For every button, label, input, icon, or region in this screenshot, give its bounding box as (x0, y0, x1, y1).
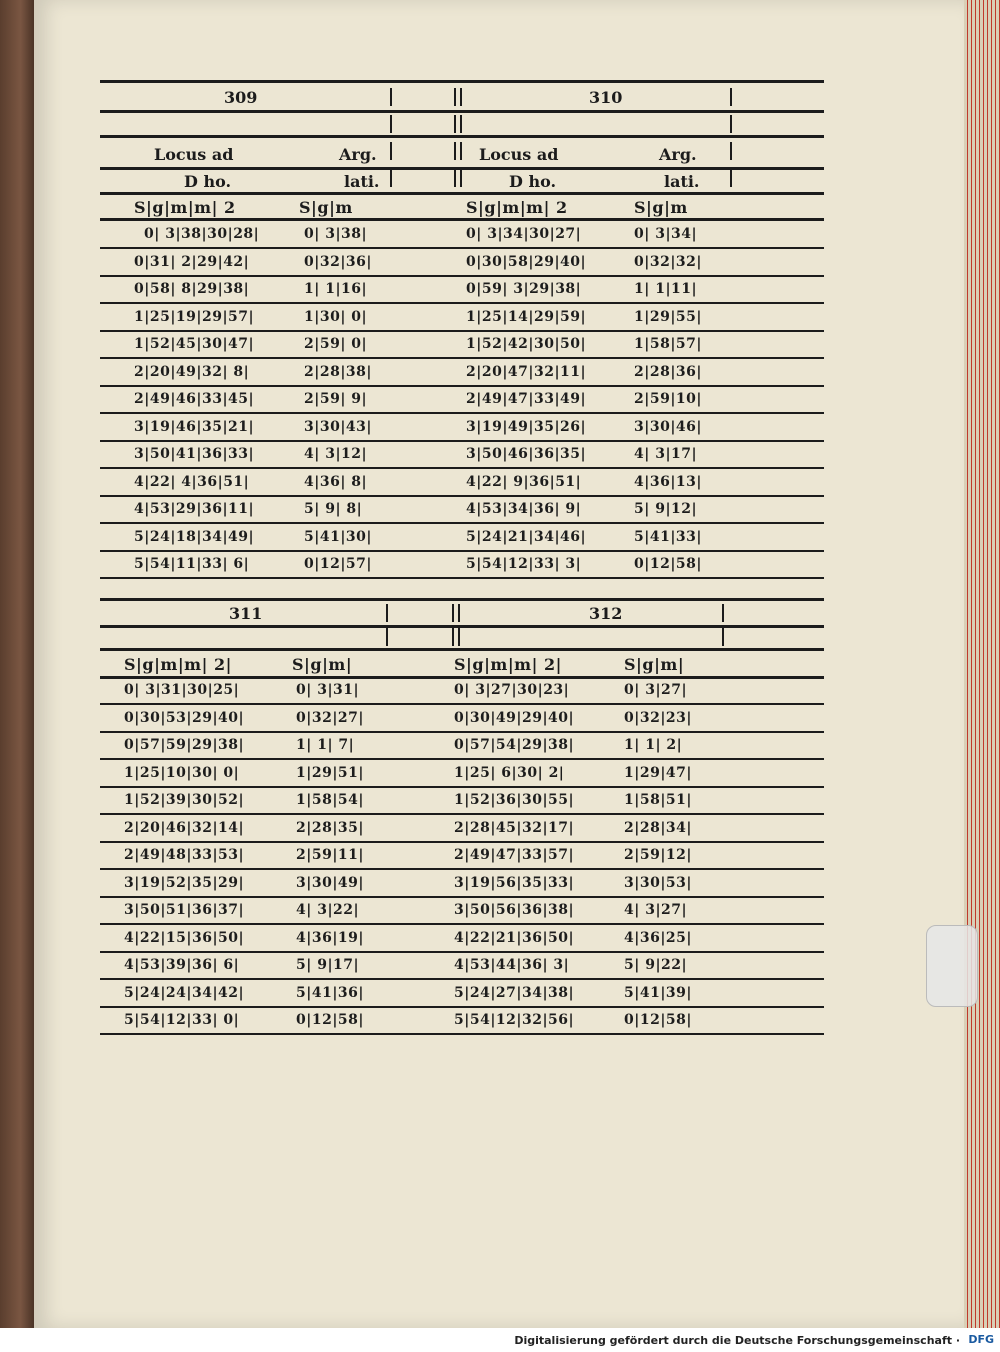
table-cell: 3|19|49|35|26| (466, 418, 587, 435)
rule (100, 703, 824, 705)
table-cell: 5|24|21|34|46| (466, 528, 587, 545)
table-cell: 2|28|34| (624, 819, 692, 836)
dfg-logo: DFG (968, 1333, 994, 1346)
table-cell: 0|32|36| (304, 253, 372, 270)
table-cell: 0| 3|38| (304, 226, 368, 242)
table-cell: 0|12|58| (634, 556, 702, 572)
table-cell: 3|19|56|35|33| (454, 874, 575, 891)
table-cell: 5| 9|17| (296, 957, 360, 973)
table-cell: 1|29|51| (296, 764, 364, 781)
table-cell: 4| 3|27| (624, 902, 688, 918)
table-cell: 1| 1|11| (634, 281, 698, 297)
column-header-right-arg: S|g|m| (624, 655, 685, 674)
rule (100, 1006, 824, 1008)
rule (100, 598, 824, 601)
table-cell: 1| 1|16| (304, 281, 368, 297)
table-cell: 0|12|57| (304, 556, 372, 572)
table-cell: 4| 3|12| (304, 446, 368, 462)
table-cell: 4|22|21|36|50| (454, 929, 575, 946)
table-cell: 0| 3|34|30|27| (466, 226, 582, 242)
table-cell: 2|28|35| (296, 819, 364, 836)
header-lati-left: lati. (344, 172, 380, 191)
table-cell: 5|41|39| (624, 984, 692, 1001)
table-cell: 1| 1| 2| (624, 737, 683, 753)
column-header-right: S|g|m|m| 2| (454, 655, 562, 674)
table-cell: 0|31| 2|29|42| (134, 253, 250, 270)
header-locus-right: Locus ad (479, 145, 559, 164)
table-cell: 3|19|52|35|29| (124, 874, 245, 891)
table-cell: 1|58|57| (634, 336, 702, 352)
table-cell: 0|58| 8|29|38| (134, 281, 250, 297)
table-cell: 0|30|53|29|40| (124, 709, 245, 726)
table-cell: 0|12|58| (624, 1012, 692, 1028)
table-cell: 2|59|10| (634, 391, 702, 407)
divider (458, 604, 460, 622)
table-cell: 2|20|49|32| 8| (134, 363, 250, 380)
table-cell: 0| 3|31| (296, 682, 360, 698)
table-cell: 2|28|45|32|17| (454, 819, 575, 836)
table-cell: 1|25| 6|30| 2| (454, 764, 565, 781)
rule (100, 648, 824, 651)
header-lati-right: lati. (664, 172, 700, 191)
divider (458, 628, 460, 646)
table-cell: 1|25|10|30| 0| (124, 764, 240, 781)
table-cell: 4|53|29|36|11| (134, 501, 255, 517)
table-cell: 2|49|46|33|45| (134, 391, 255, 407)
rule (100, 731, 824, 733)
rule (100, 978, 824, 980)
rule (100, 896, 824, 898)
column-header-left: S|g|m|m| 2| (124, 655, 232, 674)
column-header-left-arg: S|g|m (299, 198, 353, 217)
header-moon-right: D ho. (509, 172, 557, 191)
table-cell: 0|32|27| (296, 709, 364, 726)
table-cell: 3|30|43| (304, 418, 372, 435)
column-header-left: S|g|m|m| 2 (134, 198, 236, 217)
table-cell: 5|54|12|32|56| (454, 1012, 575, 1028)
table-cell: 4| 3|17| (634, 446, 698, 462)
rule (100, 923, 824, 925)
table-cell: 5|41|33| (634, 528, 702, 545)
table-cell: 0| 3|31|30|25| (124, 682, 240, 698)
table-cell: 3|50|46|36|35| (466, 446, 587, 462)
page-edges (964, 0, 1000, 1328)
table-cell: 0| 3|38|30|28| (144, 226, 260, 242)
table-cell: 2|20|47|32|11| (466, 363, 587, 380)
table-cell: 5| 9|22| (624, 957, 688, 973)
table-311-312 (34, 0, 964, 1100)
divider (722, 628, 724, 646)
table-cell: 2|20|46|32|14| (124, 819, 245, 836)
table-cell: 4|36| 8| (304, 473, 368, 490)
rule (100, 786, 824, 788)
table-cell: 0|30|49|29|40| (454, 709, 575, 726)
table-cell: 0| 3|27| (624, 682, 688, 698)
column-header-left-arg: S|g|m| (292, 655, 353, 674)
table-cell: 1|25|14|29|59| (466, 308, 587, 325)
table-cell: 4| 3|22| (296, 902, 360, 918)
table-cell: 4|36|13| (634, 473, 702, 490)
table-cell: 0|12|58| (296, 1012, 364, 1028)
table-cell: 3|30|49| (296, 874, 364, 891)
table-cell: 2|49|48|33|53| (124, 847, 245, 863)
table-cell: 1|58|54| (296, 792, 364, 808)
rule (100, 758, 824, 760)
table-cell: 1|52|42|30|50| (466, 336, 587, 352)
table-cell: 3|19|46|35|21| (134, 418, 255, 435)
table-cell: 1|25|19|29|57| (134, 308, 255, 325)
table-cell: 2|28|36| (634, 363, 702, 380)
table-cell: 4|22| 9|36|51| (466, 473, 582, 490)
table-cell: 0| 3|27|30|23| (454, 682, 570, 698)
rule (100, 1033, 824, 1035)
divider (722, 604, 724, 622)
table-cell: 0| 3|34| (634, 226, 698, 242)
table-cell: 2|59|12| (624, 847, 692, 863)
table-cell: 1|58|51| (624, 792, 692, 808)
page-number-right: 312 (589, 604, 623, 623)
table-cell: 5|24|18|34|49| (134, 528, 255, 545)
table-cell: 0|57|59|29|38| (124, 737, 245, 753)
table-cell: 5| 9| 8| (304, 501, 363, 517)
table-cell: 0|30|58|29|40| (466, 253, 587, 270)
rule (100, 951, 824, 953)
book-page (34, 0, 964, 1328)
book-cover-edge (0, 0, 34, 1352)
bookmark-clip (926, 925, 978, 1007)
column-header-right: S|g|m|m| 2 (466, 198, 568, 217)
table-cell: 2|49|47|33|49| (466, 391, 587, 407)
rule (100, 625, 824, 628)
divider (386, 628, 388, 646)
divider (452, 604, 454, 622)
table-cell: 0|32|23| (624, 709, 692, 726)
table-cell: 1|29|55| (634, 308, 702, 325)
table-cell: 5|41|36| (296, 984, 364, 1001)
table-cell: 4|22|15|36|50| (124, 929, 245, 946)
header-moon-left: D ho. (184, 172, 232, 191)
table-cell: 2|59| 0| (304, 336, 368, 352)
table-cell: 4|22| 4|36|51| (134, 473, 250, 490)
table-cell: 3|50|51|36|37| (124, 902, 245, 918)
rule (100, 868, 824, 870)
table-cell: 3|50|41|36|33| (134, 446, 255, 462)
table-cell: 3|30|46| (634, 418, 702, 435)
table-cell: 4|36|19| (296, 929, 364, 946)
table-cell: 4|53|39|36| 6| (124, 957, 240, 973)
table-cell: 1|52|36|30|55| (454, 792, 575, 808)
table-cell: 5|24|27|34|38| (454, 984, 575, 1001)
table-cell: 0|59| 3|29|38| (466, 281, 582, 297)
table-cell: 4|36|25| (624, 929, 692, 946)
table-cell: 4|53|44|36| 3| (454, 957, 570, 973)
page-number-left: 311 (229, 604, 263, 623)
table-cell: 2|49|47|33|57| (454, 847, 575, 863)
table-cell: 5|41|30| (304, 528, 372, 545)
divider (452, 628, 454, 646)
footer-text: Digitalisierung gefördert durch die Deutsche Forschungsgemeinschaft · (514, 1334, 960, 1347)
table-cell: 5|54|12|33| 3| (466, 556, 582, 572)
table-cell: 1|52|39|30|52| (124, 792, 245, 808)
table-cell: 1| 1| 7| (296, 737, 355, 753)
table-cell: 5| 9|12| (634, 501, 698, 517)
table-cell: 5|54|11|33| 6| (134, 556, 250, 572)
rule (100, 813, 824, 815)
table-cell: 3|30|53| (624, 874, 692, 891)
table-cell: 2|59|11| (296, 847, 364, 863)
table-cell: 1|30| 0| (304, 308, 368, 325)
table-cell: 3|50|56|36|38| (454, 902, 575, 918)
page-number-left: 309 (224, 88, 258, 107)
table-cell: 0|32|32| (634, 253, 702, 270)
divider (386, 604, 388, 622)
header-arg-right: Arg. (659, 145, 697, 164)
page-number-right: 310 (589, 88, 623, 107)
footer-bar (0, 1328, 1000, 1352)
table-cell: 5|24|24|34|42| (124, 984, 245, 1001)
table-cell: 2|59| 9| (304, 391, 368, 407)
header-arg-left: Arg. (339, 145, 377, 164)
table-cell: 1|52|45|30|47| (134, 336, 255, 352)
column-header-right-arg: S|g|m (634, 198, 688, 217)
header-locus-left: Locus ad (154, 145, 234, 164)
rule (100, 841, 824, 843)
table-cell: 2|28|38| (304, 363, 372, 380)
table-cell: 5|54|12|33| 0| (124, 1012, 240, 1028)
table-cell: 0|57|54|29|38| (454, 737, 575, 753)
rule (100, 676, 824, 679)
table-cell: 1|29|47| (624, 764, 692, 781)
table-cell: 4|53|34|36| 9| (466, 501, 582, 517)
